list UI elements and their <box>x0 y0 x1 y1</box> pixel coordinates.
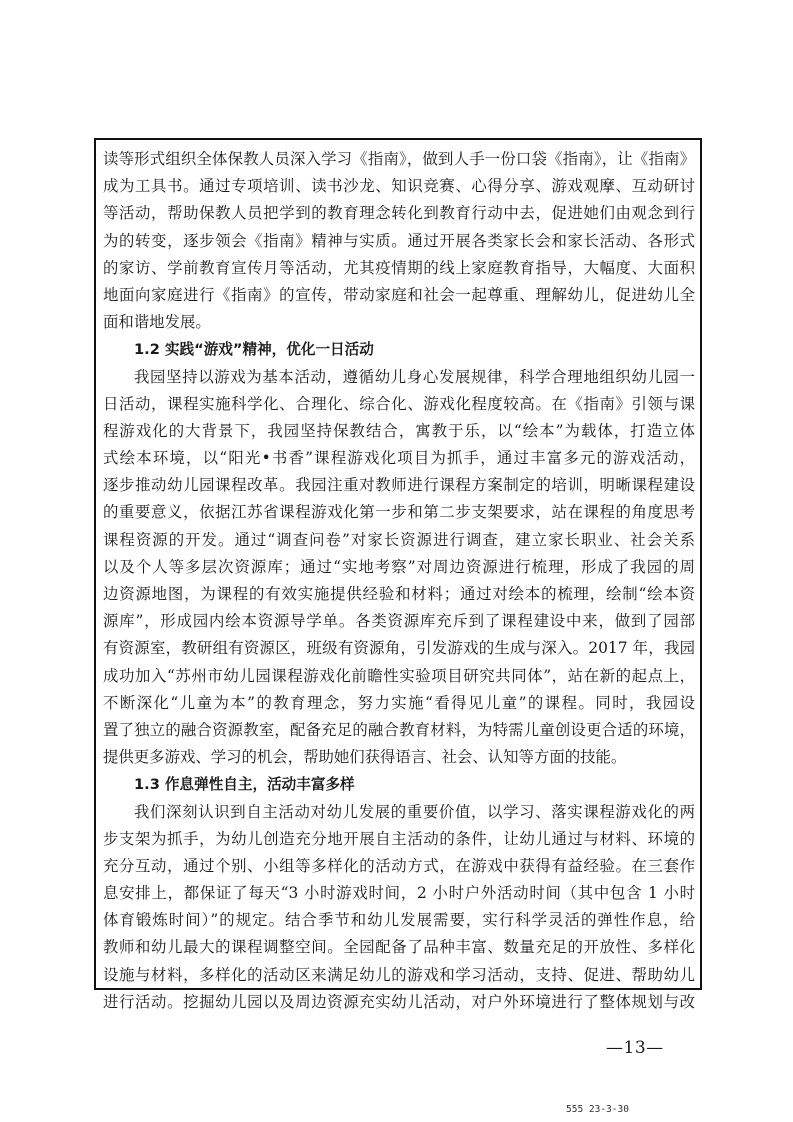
text-line: 课程资源的开发。通过“调查问卷”对家长资源进行调查，建立家长职业、社会关系 <box>103 530 695 549</box>
text-line: 不断深化“儿童为本”的教育理念，努力实施“看得见儿童”的课程。同时，我园设 <box>103 693 695 712</box>
text-line: 源库”，形成园内绘本资源导学单。各类资源库充斥到了课程建设中来，做到了园部 <box>103 612 695 631</box>
text-line: 边资源地图，为课程的有效实施提供经验和材料；通过对绘本的梳理，绘制“绘本资 <box>103 585 695 603</box>
text-line: 体育锻炼时间）”的规定。结合季节和幼儿发展需要，实行科学灵活的弹性作息，给 <box>103 911 695 930</box>
text-line: 充分互动，通过个别、小组等多样化的活动方式，在游戏中获得有益经验。在三套作 <box>103 856 695 875</box>
page-number: —13— <box>606 1038 664 1058</box>
text-line: 等活动，帮助保教人员把学到的教育理念转化到教育行动中去，促进她们由观念到行 <box>103 204 695 223</box>
text-line: 读等形式组织全体保教人员深入学习《指南》，做到人手一份口袋《指南》，让《指南》 <box>103 150 695 168</box>
text-line: 地面向家庭进行《指南》的宣传，带动家庭和社会一起尊重、理解幼儿，促进幼儿全 <box>103 285 695 304</box>
text-line: 进行活动。挖掘幼儿园以及周边资源充实幼儿活动，对户外环境进行了整体规划与改 <box>103 992 695 1011</box>
text-line: 息安排上，都保证了每天“3 小时游戏时间，2 小时户外活动时间（其中包含 1 小时 <box>103 884 695 903</box>
paragraph-first-line: 我们深刻认识到自主活动对幼儿发展的重要价值，以学习、落实课程游戏化的两 <box>134 802 695 821</box>
text-line: 的家访、学前教育宣传月等活动，尤其疫情期的线上家庭教育指导，大幅度、大面积 <box>103 258 695 277</box>
text-line: 式绘本环境，以“阳光•书香”课程游戏化项目为抓手，通过丰富多元的游戏活动， <box>103 449 695 468</box>
document-body <box>103 146 695 1016</box>
text-line: 为的转变，逐步领会《指南》精神与实质。通过开展各类家长会和家长活动、各形式 <box>103 231 695 250</box>
text-line: 以及个人等多层次资源库；通过“实地考察”对周边资源进行梳理，形成了我园的周 <box>103 557 695 576</box>
paragraph-last-line: 面和谐地发展。 <box>103 313 211 332</box>
text-line: 教师和幼儿最大的课程调整空间。全园配备了品种丰富、数量充足的开放性、多样化 <box>103 938 695 957</box>
text-line: 步支架为抓手，为幼儿创造充分地开展自主活动的条件，让幼儿通过与材料、环境的 <box>103 829 695 848</box>
text-line: 设施与材料，多样化的活动区来满足幼儿的游戏和学习活动，支持、促进、帮助幼儿 <box>103 965 695 984</box>
section-heading: 1.2 实践“游戏”精神，优化一日活动 <box>134 341 374 359</box>
paragraph-first-line: 我园坚持以游戏为基本活动，遵循幼儿身心发展规律，科学合理地组织幼儿园一 <box>134 367 695 386</box>
section-heading: 1.3 作息弹性自主，活动丰富多样 <box>134 776 355 794</box>
text-line: 程游戏化的大背景下，我园坚持保教结合，寓教于乐，以“绘本”为载体，打造立体 <box>103 421 695 440</box>
text-line: 有资源室，教研组有资源区，班级有资源角，引发游戏的生成与深入。2017 年，我园 <box>103 639 695 658</box>
text-line: 逐步推动幼儿园课程改革。我园注重对教师进行课程方案制定的培训，明晰课程建设 <box>103 476 695 495</box>
text-line: 成功加入“苏州市幼儿园课程游戏化前瞻性实验项目研究共同体”，站在新的起点上， <box>103 666 695 685</box>
text-line: 的重要意义，依据江苏省课程游戏化第一步和第二步支架要求，站在课程的角度思考 <box>103 503 695 522</box>
text-line: 日活动，课程实施科学化、合理化、综合化、游戏化程度较高。在《指南》引领与课 <box>103 394 695 413</box>
paragraph-last-line: 提供更多游戏、学习的机会，帮助她们获得语言、社会、认知等方面的技能。 <box>103 748 627 767</box>
text-line: 成为工具书。通过专项培训、读书沙龙、知识竞赛、心得分享、游戏观摩、互动研讨 <box>103 177 695 196</box>
print-code: 555 23-3-30 <box>566 1104 629 1115</box>
text-line: 置了独立的融合资源教室，配备充足的融合教育材料，为特需儿童创设更合适的环境， <box>103 720 695 739</box>
